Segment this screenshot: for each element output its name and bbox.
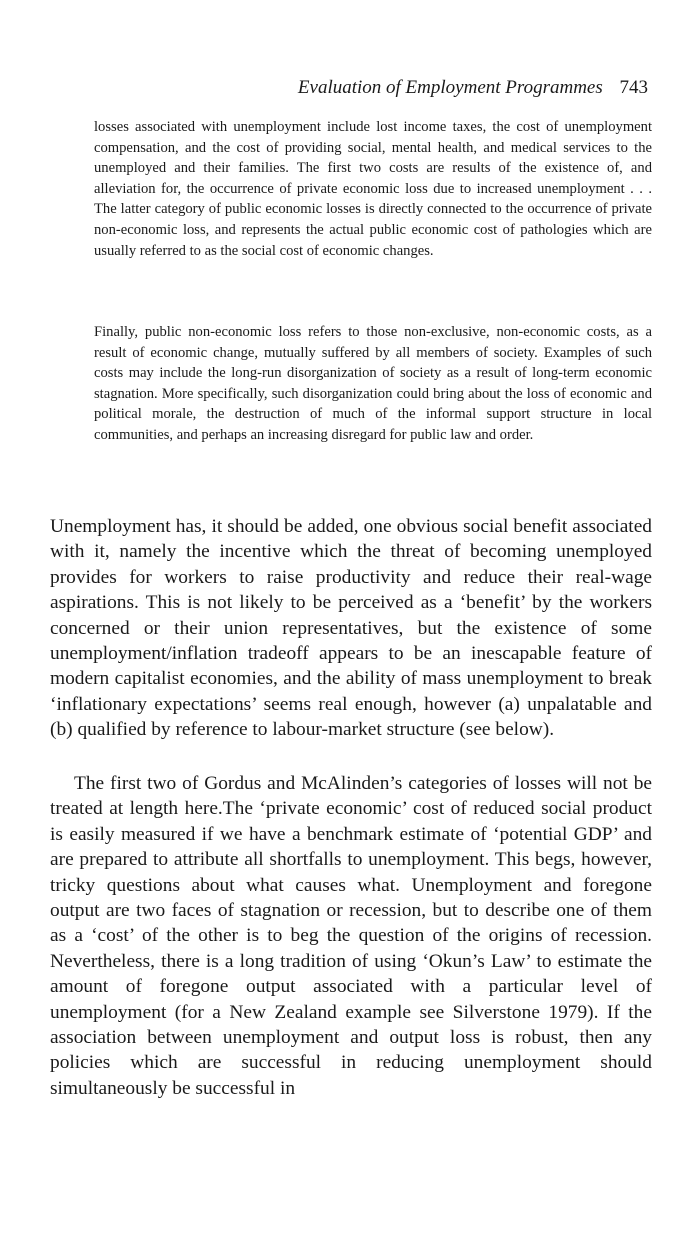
body-paragraph: Unemployment has, it should be added, one obvious social benefit associated with it, namely the incentive which the threat of becoming unemployed provides for workers to raise productivity and reduce their real-wage aspirations. This is not likely to be perceived as a ‘benefit’ by the workers concerned or their union representatives, but the existence of some unemployment/inflation tradeoff appears to be an inescapable feature of modern capitalist economies, and the ability of mass unemployment to break ‘inflationary expectations’ seems real enough, however (a) unpalatable and (b) qualified by reference to labour-market structure (see below).: [50, 516, 652, 741]
running-title: Evaluation of Employment Programmes: [297, 77, 603, 98]
block-quote-paragraph: losses associated with unemployment include lost income taxes, the cost of unemployment compensation, and the cost of providing social, mental health, and medical services to the unemployed and their families. The first two costs are results of the existence of, and alleviation for, the occurrence of private economic loss due to increased unemployment . . . The latter category of public economic losses is directly connected to the occurrence of private non-economic loss, and represents the actual public economic cost of pathologies which are usually referred to as the social cost of economic changes.: [94, 119, 652, 259]
body-paragraph: The first two of Gordus and McAlinden’s categories of losses will not be treated at length here.The ‘private economic’ cost of reduced social product is easily measured if we have a benchmark estimate of ‘potential GDP’ and are prepared to attribute all shortfalls to unemployment. This begs, however, tricky questions about what causes what. Unemployment and foregone output are two faces of stagnation or recession, but to describe one of them as a ‘cost’ of the other is to beg the question of the origins of recession. Nevertheless, there is a long tradition of using ‘Okun’s Law’ to estimate the amount of foregone output associated with a particular level of unemployment (for a New Zealand example see Silverstone 1979). If the association between unemployment and output loss is robust, then any policies which are successful in reducing unemployment should simultaneously be successful in: [50, 773, 652, 1099]
running-head: [298, 76, 648, 100]
block-quote-paragraph: Finally, public non-economic loss refers to those non-exclusive, non-economic costs, as a result of economic change, mutually suffered by all members of society. Examples of such costs may include the long-run disorganization of society as a result of long-term economic stagnation. More specifically, such disorganization could bring about the loss of economic and political morale, the destruction of much of the informal support structure in local communities, and perhaps an increasing disregard for public law and order.: [94, 324, 652, 443]
page-number: 743: [619, 77, 648, 98]
